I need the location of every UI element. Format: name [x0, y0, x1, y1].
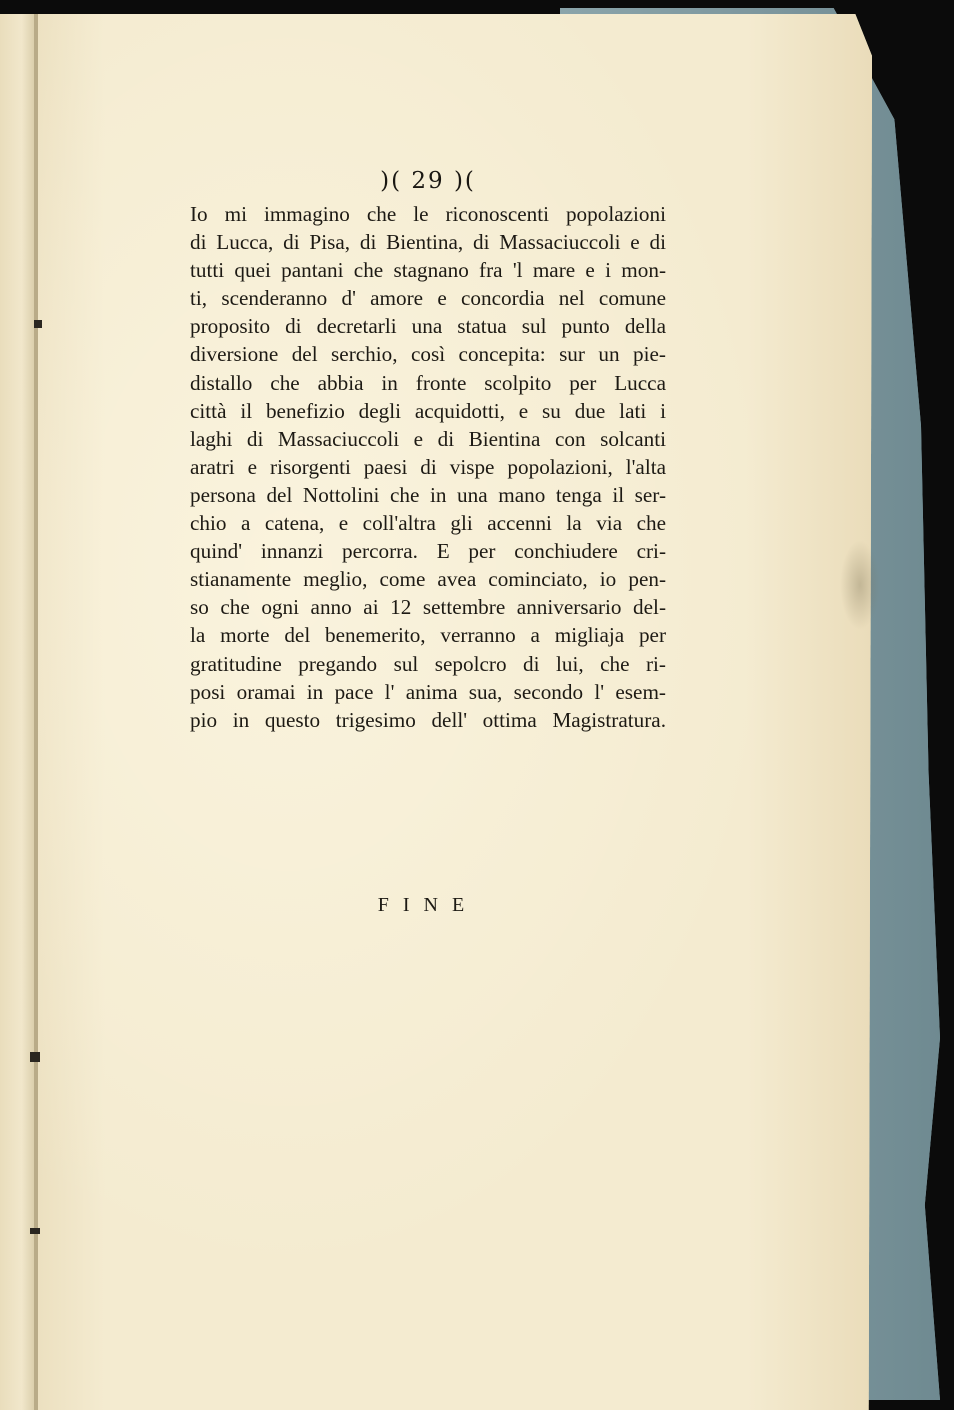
- text-line: tutti quei pantani che stagnano fra 'l mare e i mon-: [190, 258, 666, 283]
- text-line: distallo che abbia in fronte scolpito per Lucca: [190, 370, 666, 395]
- page-number-header: )( 29 )(: [380, 168, 476, 194]
- text-line: persona del Nottolini che in una mano tenga il ser-: [190, 482, 666, 507]
- closing-word: FINE: [377, 894, 479, 916]
- paper-stain: [840, 540, 880, 630]
- margin-mark: [34, 320, 42, 328]
- text-line: di Lucca, di Pisa, di Bientina, di Massaciuccoli e di: [190, 230, 666, 255]
- text-line: stianamente meglio, come avea cominciato, io pen-: [190, 567, 666, 592]
- text-line: chio a catena, e coll'altra gli accenni la via che: [190, 511, 666, 536]
- text-line: città il benefizio degli acquidotti, e su due lati i: [190, 398, 666, 423]
- margin-mark: [30, 1228, 40, 1234]
- text-line: proposito di decretarli una statua sul punto della: [190, 314, 666, 339]
- text-line: Io mi immagino che le riconoscenti popolazioni: [190, 202, 666, 226]
- text-line: laghi di Massaciuccoli e di Bientina con solcanti: [190, 426, 666, 451]
- margin-mark: [30, 1052, 40, 1062]
- text-line: pio in questo trigesimo dell' ottima Magistratura.: [190, 707, 666, 732]
- text-line: la morte del benemerito, verranno a migliaja per: [190, 623, 666, 648]
- binding-gutter: [34, 14, 38, 1410]
- text-line: so che ogni anno ai 12 settembre anniversario del-: [190, 595, 666, 620]
- page-body-text: [190, 200, 666, 734]
- text-line: gratitudine pregando sul sepolcro di lui, che ri-: [190, 651, 666, 676]
- text-line: aratri e risorgenti paesi di vispe popolazioni, l'alta: [190, 454, 666, 479]
- text-line: quind' innanzi percorra. E per conchiudere cri-: [190, 539, 666, 564]
- text-line: posi oramai in pace l' anima sua, secondo l' esem-: [190, 679, 666, 704]
- text-line: diversione del serchio, così concepita: sur un pie-: [190, 342, 666, 367]
- facing-page-edge: [0, 14, 36, 1410]
- text-line: ti, scenderanno d' amore e concordia nel comune: [190, 286, 666, 311]
